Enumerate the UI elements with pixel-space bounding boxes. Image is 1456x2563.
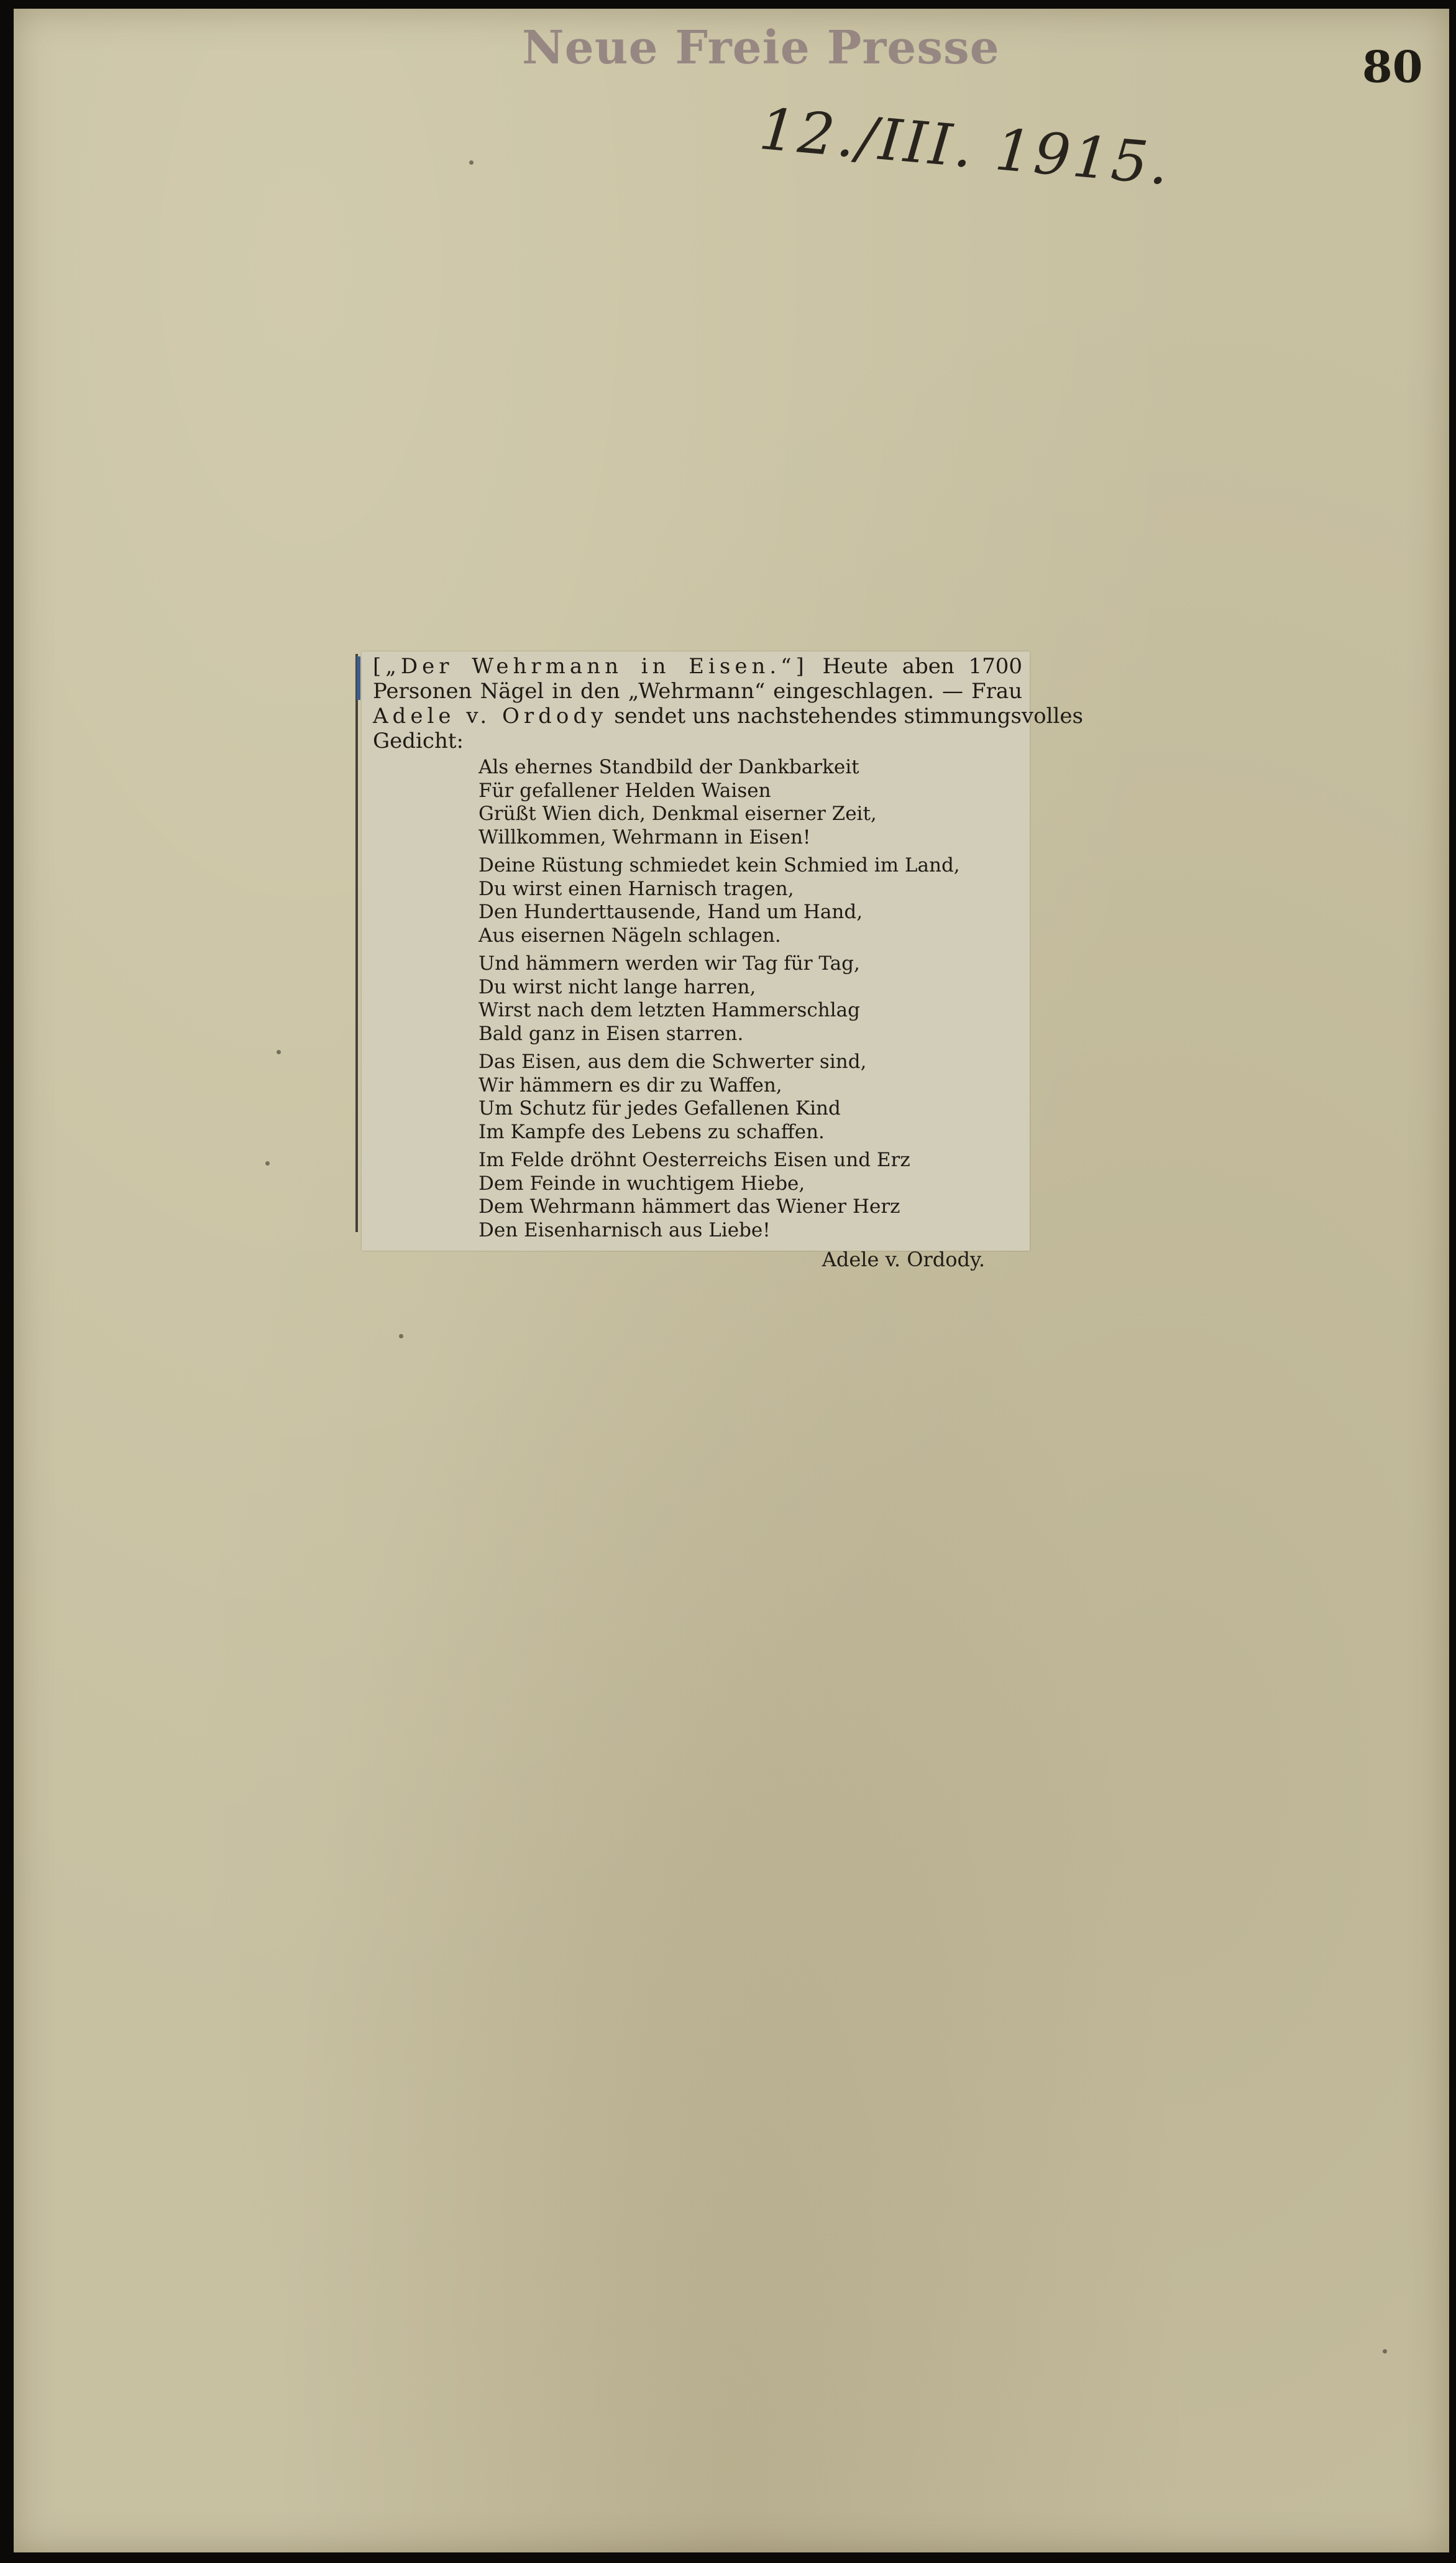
- intro-line-3: [373, 704, 1083, 729]
- poem-line: Willkommen, Wehrmann in Eisen!: [478, 826, 811, 849]
- poem-line: Grüßt Wien dich, Denkmal eiserner Zeit,: [478, 803, 877, 825]
- poem-stanza-1: [478, 756, 1022, 849]
- poem-line: Dem Wehrmann hämmert das Wiener Herz: [478, 1195, 900, 1218]
- clipping-edge: [355, 654, 358, 1232]
- poem-line: Im Kampfe des Lebens zu schaffen.: [478, 1120, 825, 1143]
- paper-blemish: [277, 1050, 281, 1054]
- handwritten-date: 12./III. 1915.: [756, 96, 1174, 198]
- poem-stanza-4: [478, 1051, 1022, 1144]
- poem-line: Du wirst einen Harnisch tragen,: [478, 877, 794, 900]
- paper-blemish: [469, 160, 474, 165]
- intro-line-1-rest: Heute aben 1700: [822, 654, 1022, 679]
- archive-sheet: [14, 9, 1449, 2552]
- poem-line: Als ehernes Standbild der Dankbarkeit: [478, 756, 859, 778]
- intro-line-1: [373, 654, 1022, 679]
- poem-line: Den Hunderttausende, Hand um Hand,: [478, 901, 863, 923]
- poem-signature: Adele v. Ordody.: [822, 1248, 985, 1271]
- poem-line: Für gefallener Helden Waisen: [478, 779, 771, 802]
- newspaper-clipping: [362, 651, 1083, 1271]
- clipping-text: [373, 654, 1083, 1272]
- poem-stanza-5: [478, 1149, 1022, 1242]
- intro-line-4: Gedicht:: [373, 729, 464, 753]
- poem-stanza-2: [478, 854, 1022, 947]
- paper-blemish: [265, 1161, 270, 1166]
- poem-line: Das Eisen, aus dem die Schwerter sind,: [478, 1051, 867, 1073]
- poem-line: Aus eisernen Nägeln schlagen.: [478, 924, 781, 947]
- poem-line: Im Felde dröhnt Oesterreichs Eisen und Erz: [478, 1149, 910, 1171]
- poem-line: Wir hämmern es dir zu Waffen,: [478, 1074, 782, 1097]
- paper-blemish: [399, 1334, 403, 1338]
- poem-line: Wirst nach dem letzten Hammerschlag: [478, 999, 860, 1021]
- poem-line: Bald ganz in Eisen starren.: [478, 1022, 744, 1045]
- author-name: Adele v. Ordody: [373, 704, 608, 729]
- poem-line: Den Eisenharnisch aus Liebe!: [478, 1218, 771, 1241]
- page-number: 80: [1362, 41, 1423, 93]
- intro-line-3-rest: sendet uns nachstehendes stimmungsvolles: [614, 704, 1083, 729]
- paper-blemish: [1383, 2349, 1387, 2354]
- poem-line: Um Schutz für jedes Gefallenen Kind: [478, 1097, 841, 1120]
- newspaper-stamp: Neue Freie Presse: [522, 21, 1000, 75]
- poem: [478, 756, 1022, 1242]
- intro-line-2: Personen Nägel in den „Wehrmann“ eingeschlagen. — Frau: [373, 679, 1022, 704]
- poem-line: Deine Rüstung schmiedet kein Schmied im Land,: [478, 854, 960, 877]
- clipping-edge-mark: [357, 656, 360, 700]
- poem-stanza-3: [478, 952, 1022, 1046]
- poem-line: Du wirst nicht lange harren,: [478, 975, 756, 998]
- poem-line: Und hämmern werden wir Tag für Tag,: [478, 952, 860, 975]
- poem-line: Dem Feinde in wuchtigem Hiebe,: [478, 1172, 805, 1195]
- article-title: [„Der Wehrmann in Eisen.“]: [373, 654, 808, 679]
